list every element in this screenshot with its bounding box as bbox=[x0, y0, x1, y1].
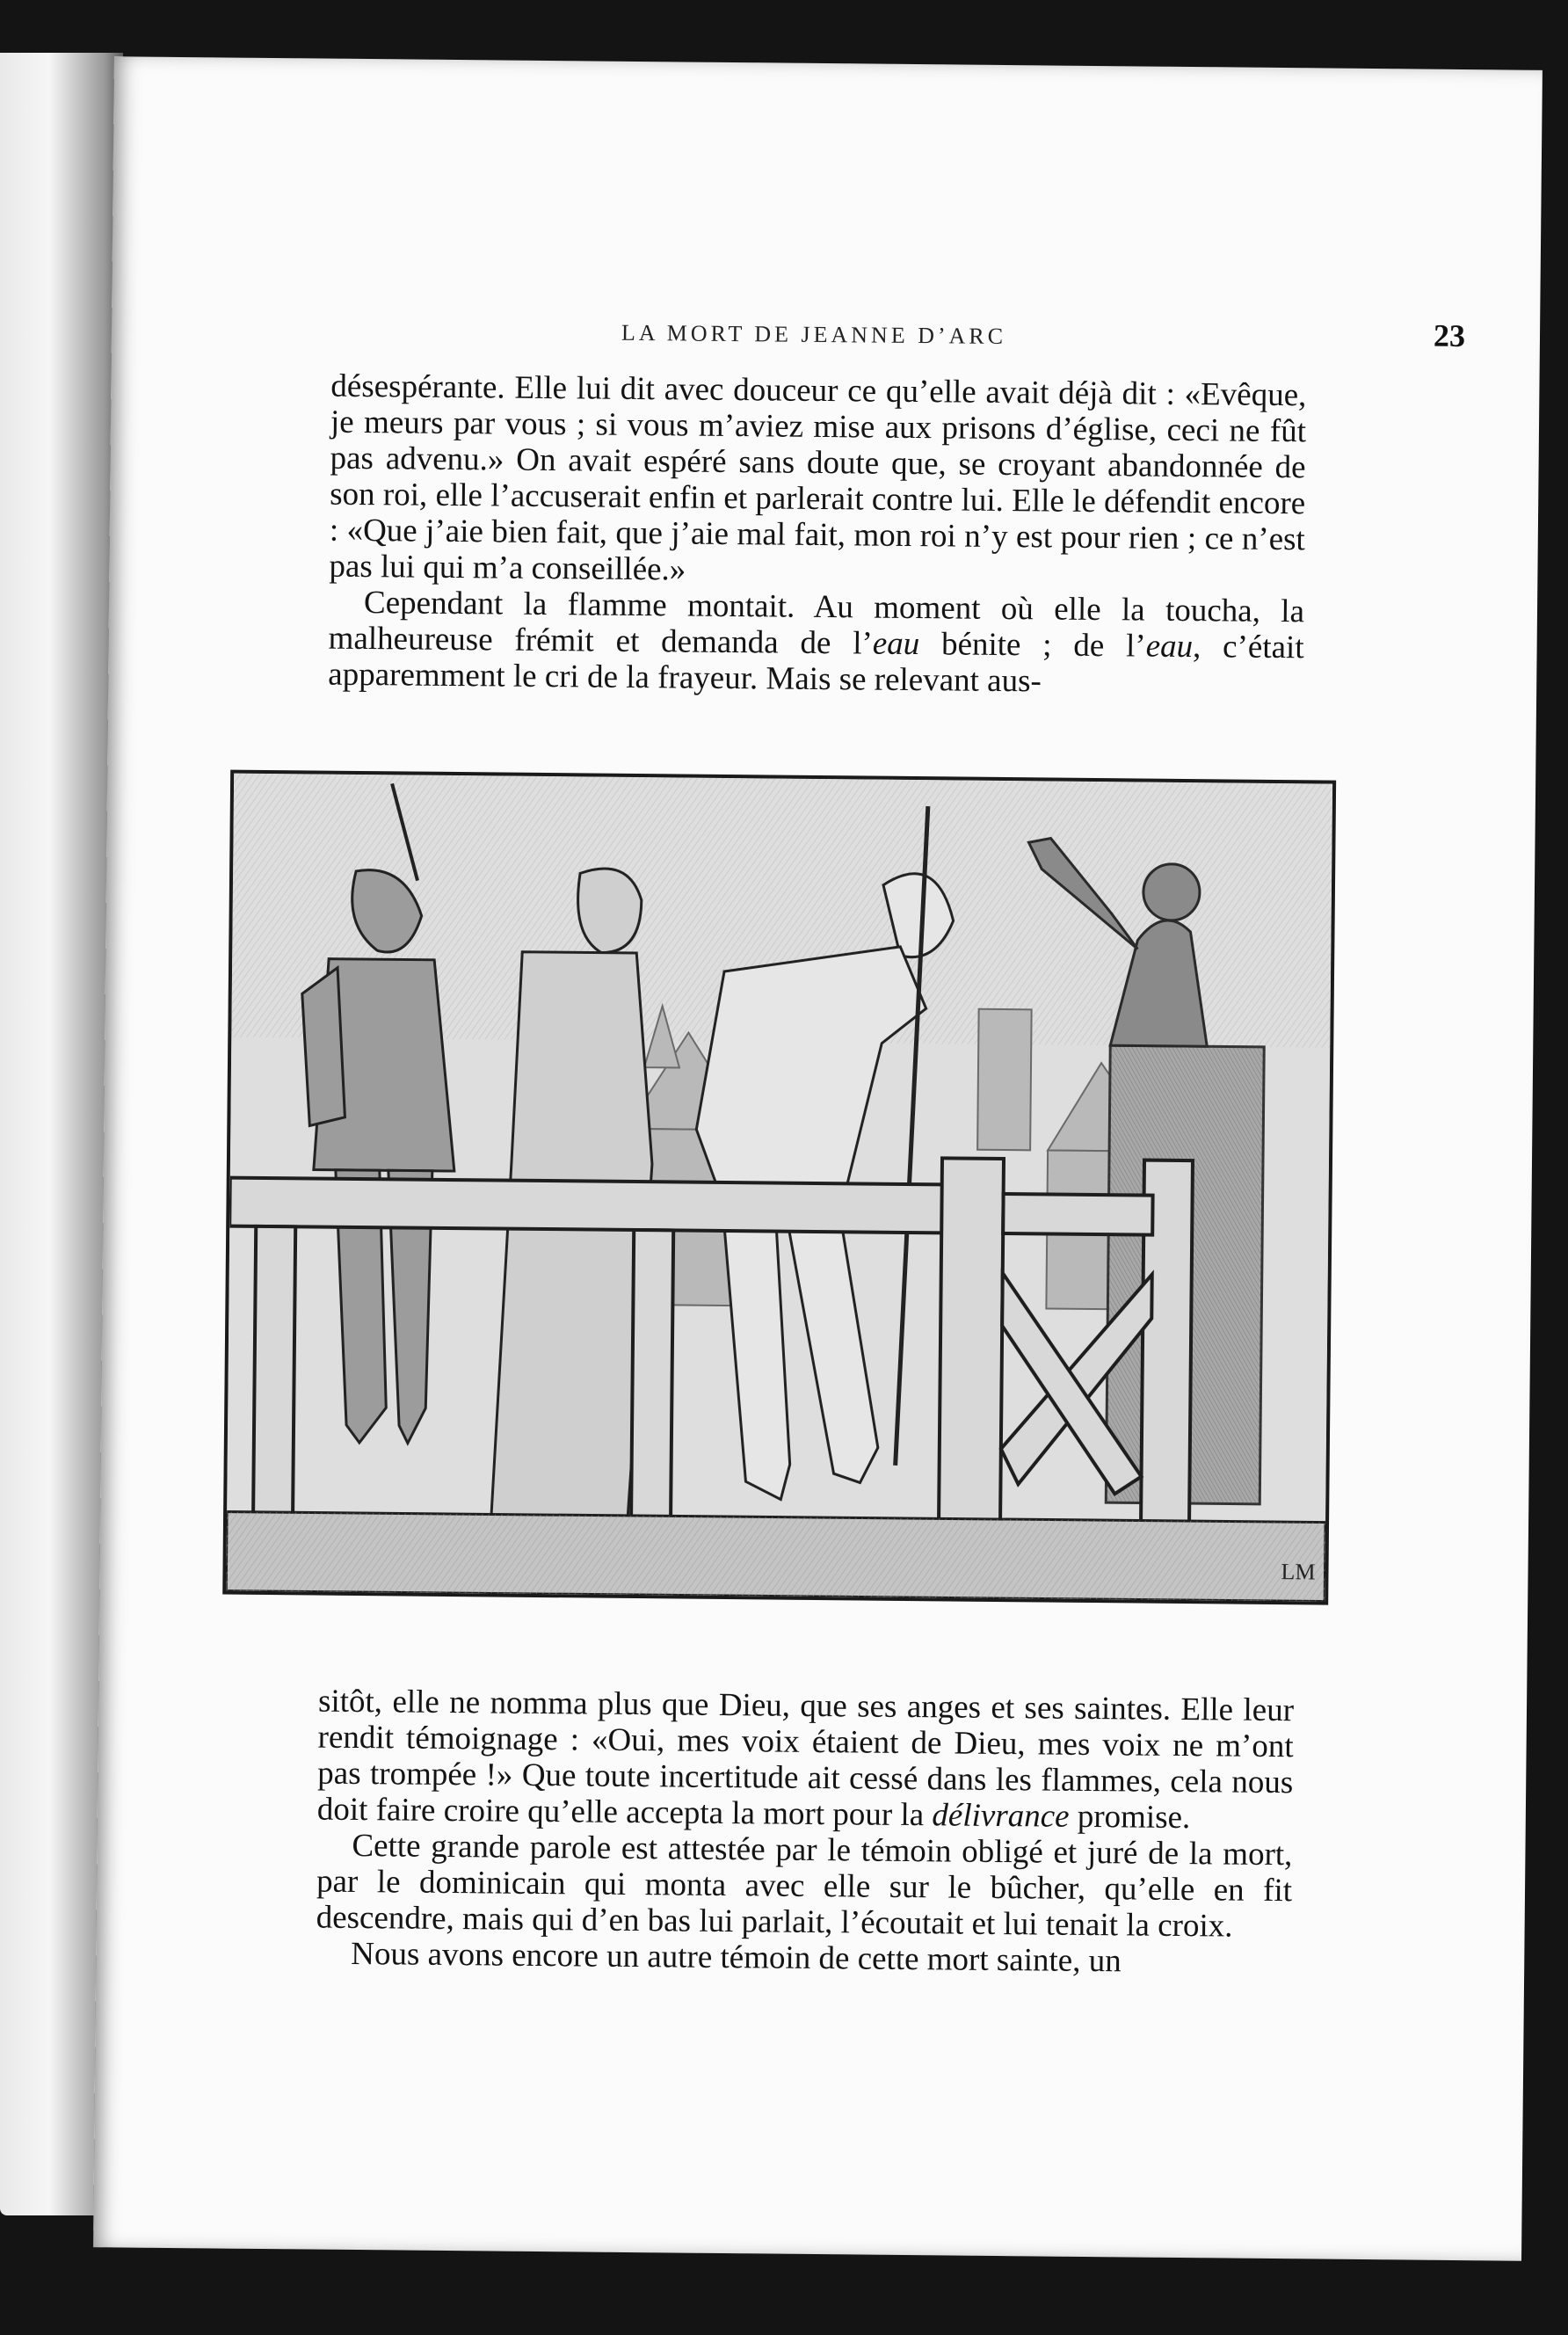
paragraph: Cette grande parole est attestée par le témoin obligé et juré de la mort, par le dominicain qui monta avec elle sur le bûcher, qu’elle en fit descendre, mais qui d’en bas lui parlait, l’écoutait et lui tenait la croix. bbox=[316, 1827, 1293, 1945]
execution-scene-drawing bbox=[226, 774, 1332, 1602]
page-number: 23 bbox=[1433, 317, 1466, 354]
book-page bbox=[93, 56, 1543, 2260]
paragraph: Cependant la flamme montait. Au moment où elle la toucha, la malheureuse frémit et demanda de l’eau bénite ; de l’eau, c’était apparemment le cri de la frayeur. Mais se relevant aus- bbox=[328, 585, 1305, 700]
running-title: LA MORT DE JEANNE D’ARC bbox=[621, 319, 1007, 350]
text-below-illustration bbox=[316, 1684, 1294, 1982]
paragraph: désespérante. Elle lui dit avec douceur ce qu’elle avait déjà dit : «Evêque, je meurs par vous ; si vous m’aviez mise aux prisons d’église, ceci ne fût pas advenu.» On avait espéré sans doute que, se croyant abandonnée de son roi, elle l’accuserait enfin et parlerait contre lui. Elle le défendit encore : «Que j’aie bien fait, que j’aie mal fait, mon roi n’y est pour rien ; ce n’est pas lui qui m’a conseillée.» bbox=[329, 367, 1307, 588]
paragraph: sitôt, elle ne nomma plus que Dieu, que ses anges et ses saintes. Elle leur rendit témoignage : «Oui, mes voix étaient de Dieu, mes voix ne m’ont pas trompée !» Que toute incertitude ait cessé dans les flammes, cela nous doit faire croire qu’elle accepta la mort pour la délivrance promise. bbox=[316, 1683, 1295, 1837]
illustration bbox=[222, 770, 1336, 1605]
text-above-illustration bbox=[328, 368, 1306, 702]
artist-monogram: LM bbox=[1281, 1559, 1316, 1585]
paragraph: Nous avons encore un autre témoin de cette mort sainte, un bbox=[351, 1935, 1122, 1980]
page-header bbox=[621, 309, 1466, 370]
